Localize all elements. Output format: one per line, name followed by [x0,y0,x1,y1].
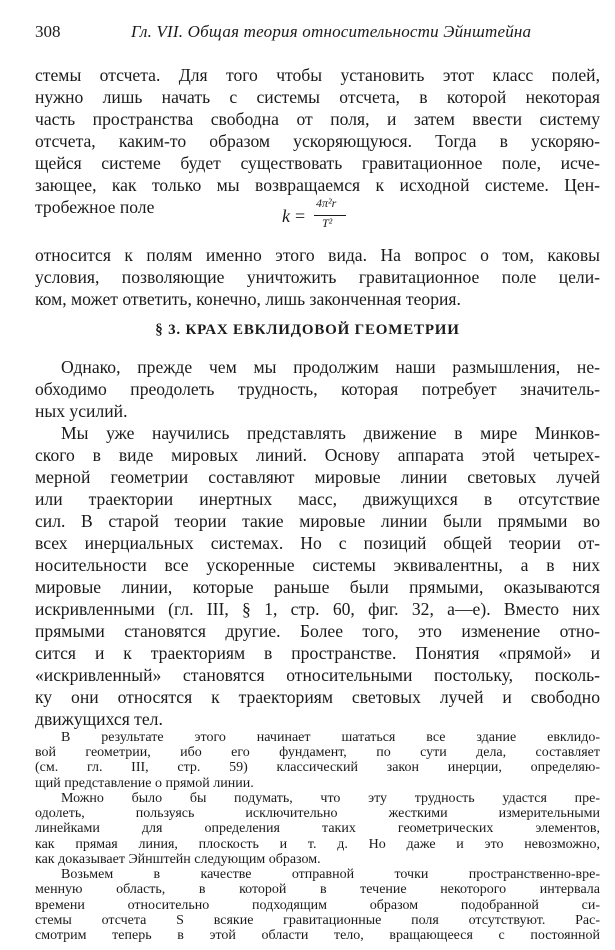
text-line: зающее, как только мы возвращаемся к исходной системе. Цен- [35,175,600,195]
text-line: условия, позволяющие уничтожить гравитационное поле цели- [35,267,600,287]
page-header [35,22,600,46]
text-line: смотрим теперь в этой области тело, вращающееся с постоянной [35,928,600,943]
text-line: носительности все ускоренные системы эквивалентны, а в них [35,555,600,575]
text-line: ком, может ответить, конечно, лишь законченная теория. [35,289,461,309]
text-line: «искривленный» становятся относительными постольку, посколь- [35,665,600,685]
text-line: обходимо преодолеть трудность, которая потребует значитель- [35,379,600,399]
running-title: Гл. VII. Общая теория относительности Эйнштейна [131,22,532,41]
text-line: Можно было бы подумать, что эту трудность удастся пре- [61,790,600,806]
text-line: Мы уже научились представлять движение в мире Минков- [61,423,600,443]
text-line: отсчета, каким-то образом ускоряющуюся. Тогда в ускоряю- [35,131,600,151]
text-line: часть пространства свободна от поля, и затем ввести систему [35,109,600,129]
text-line: В результате этого начинает шататься все здание евклидо- [61,730,600,745]
text-line: времени относительно подходящим образом подобранной си- [35,897,600,913]
text-line: как прямая линия, плоскость и т. д. Но даже и это невозможно, [35,836,600,852]
text-line: стемы отсчета. Для того чтобы установить этот класс полей, [35,65,600,85]
formula-numerator: 4π²r [316,196,337,210]
text-line: менную область, в которой в течение некоторого интервала [35,882,600,898]
text-line: ных усилий. [35,401,128,421]
formula-equals: = [295,206,306,226]
text-line: сил. В старой теории такие мировые линии были прямыми во [35,511,600,531]
text-line: Однако, прежде чем мы продолжим наши размышления, не- [61,357,600,377]
text-line: всех инерциальных системах. Но с позиций общей теории от- [35,533,600,553]
text-line: вой геометрии, ибо его фундамент, по сути дела, составляет [35,745,600,761]
text-line: или траектории инертных масс, движущихся в отсутствие [35,489,600,509]
text-line: относится к полям именно этого вида. На вопрос о том, каковы [35,245,600,265]
text-line: движущихся тел. [35,709,163,729]
text-line: нужно лишь начать с системы отсчета, в которой некоторая [35,87,600,107]
formula-denominator: T² [322,216,333,230]
page-number: 308 [35,22,61,41]
text-line: ского в виде мировых линий. Основу аппарата этой четырех- [35,445,600,465]
text-line: линейками для определения таких геометрических элементов, [35,821,600,837]
text-line: искривленными (гл. III, § 1, стр. 60, фиг. 32, а—е). Вместо них [35,599,600,619]
section-heading: § 3. КРАХ ЕВКЛИДОВОЙ ГЕОМЕТРИИ [155,322,460,338]
text-line: тробежное поле [35,197,155,217]
text-line: Возьмем в качестве отправной точки пространственно-вре- [61,867,600,883]
text-line: (см. гл. III, стр. 59) классический закон инерции, определяю- [35,760,600,776]
text-line: ку они относятся к траекториям световых лучей и свободно [35,687,600,707]
text-line: мерной геометрии составляют мировые линии световых лучей [35,467,600,487]
text-line: как доказывает Эйнштейн следующим образом. [35,851,321,867]
text-line: одолеть, пользуясь исключительно жесткими измерительными [35,806,600,822]
centrifugal-formula [282,194,372,240]
formula-lhs: k [282,206,290,226]
text-line: мировые линии, которые раньше были прямыми, оказываются [35,577,600,597]
text-line: щейся системе будет существовать гравитационное поле, исче- [35,153,600,173]
text-line: прямыми становятся другие. Более того, это изменение отно- [35,621,600,641]
text-line: сится и к траекториям в пространстве. Понятия «прямой» и [35,643,600,663]
text-line: щий представление о прямой линии. [35,775,254,791]
text-line: стемы отсчета S всякие гравитационные поля отсутствуют. Рас- [35,912,600,928]
